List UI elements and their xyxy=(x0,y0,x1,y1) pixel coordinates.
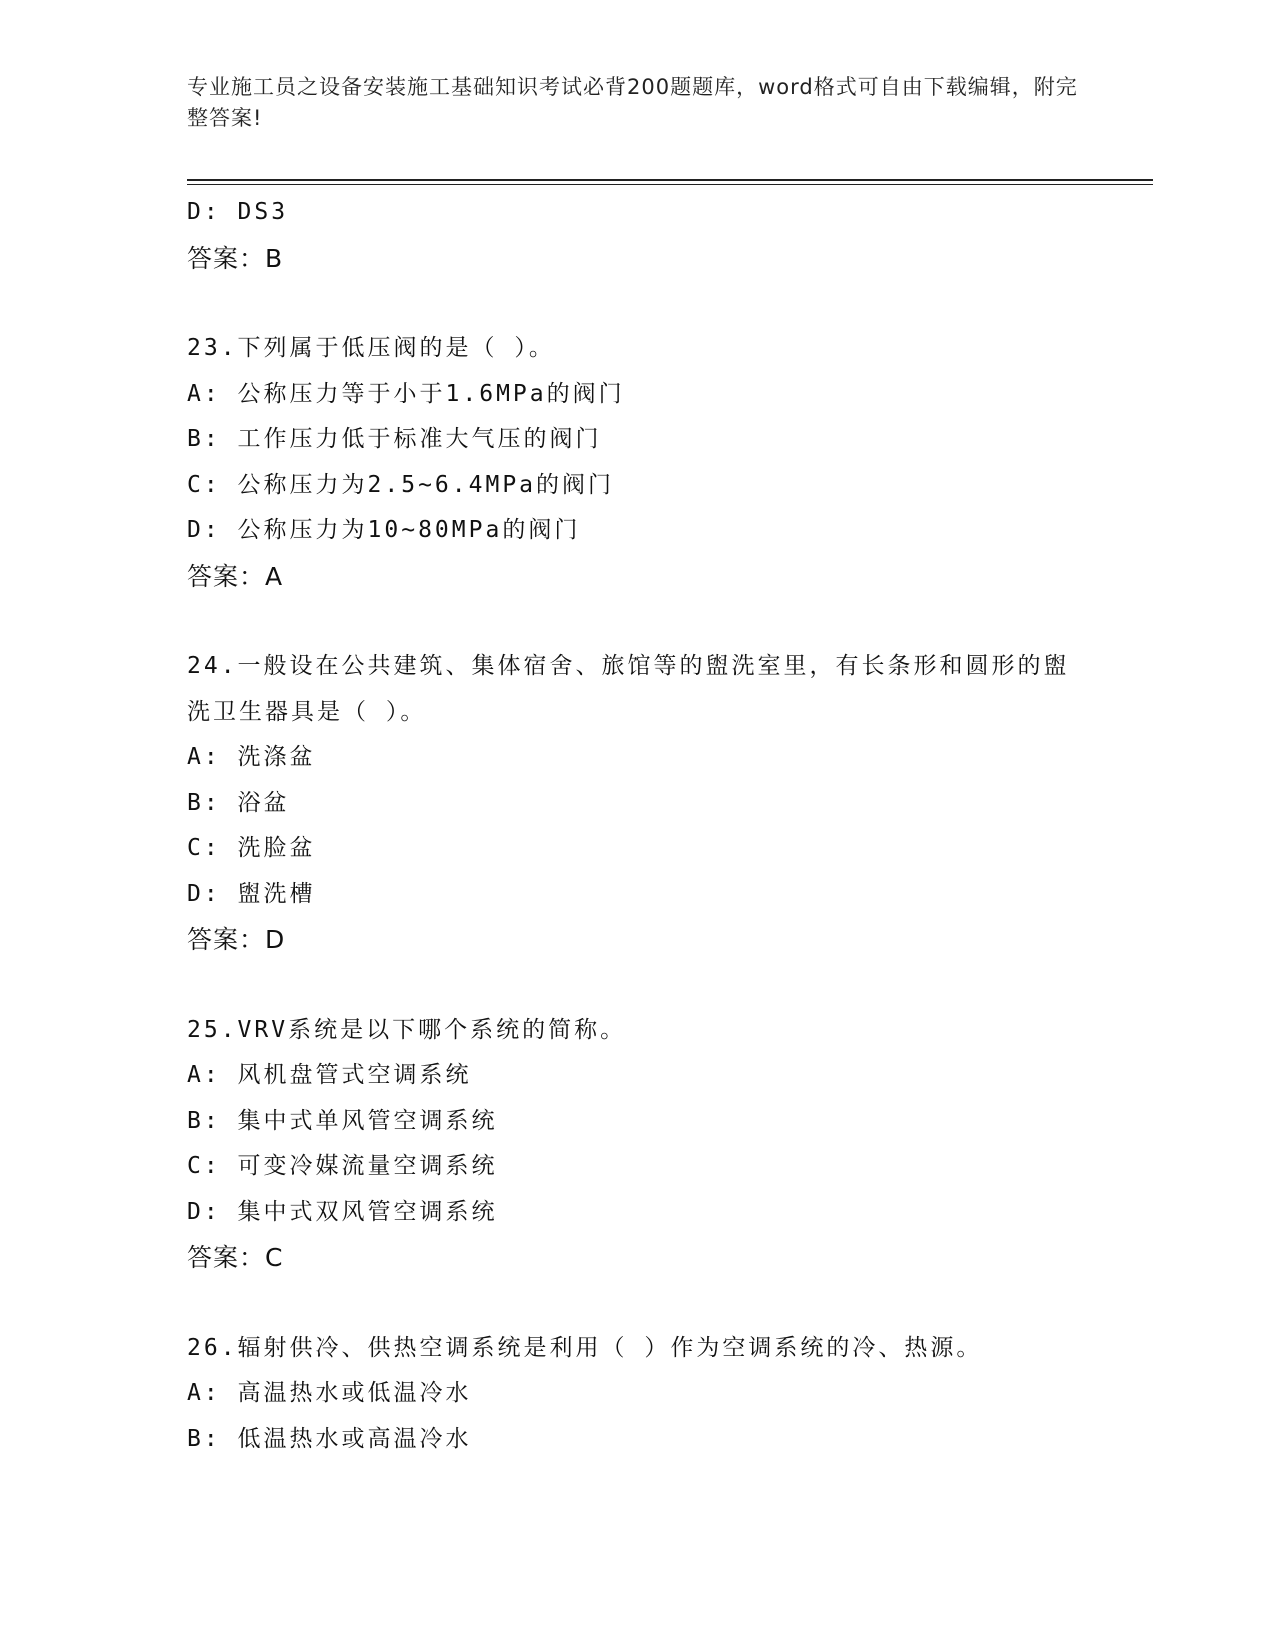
question-25 xyxy=(187,1008,1107,1281)
question-26 xyxy=(187,1326,1107,1463)
option-c: C: 公称压力为2.5~6.4MPa的阀门 xyxy=(187,471,615,498)
question-stem: 26.辐射供冷、供热空调系统是利用（ ）作为空调系统的冷、热源。 xyxy=(187,1334,983,1361)
question-list xyxy=(187,190,1107,1462)
spacer xyxy=(187,281,1107,326)
option-b: B: 工作压力低于标准大气压的阀门 xyxy=(187,426,602,452)
option-b: B: 集中式单风管空调系统 xyxy=(187,1107,498,1134)
answer: 答案：C xyxy=(187,1243,284,1272)
header-divider-thick xyxy=(187,179,1153,181)
question-stem: 23.下列属于低压阀的是（ ）。 xyxy=(187,335,555,361)
question-23 xyxy=(187,326,1107,599)
question-22-tail xyxy=(187,190,1107,281)
question-stem: 24.一般设在公共建筑、集体宿舍、旅馆等的盥洗室里，有长条形和圆形的盥洗卫生器具是（ ）。 xyxy=(187,653,1070,725)
option-b: B: 低温热水或高温冷水 xyxy=(187,1425,472,1452)
option-b: B: 浴盆 xyxy=(187,789,290,816)
answer: 答案：A xyxy=(187,561,284,591)
question-24 xyxy=(187,644,1107,963)
spacer xyxy=(187,963,1107,1008)
question-stem: 25.VRV系统是以下哪个系统的简称。 xyxy=(187,1016,627,1043)
document-header xyxy=(187,72,1087,134)
option-c: C: 可变冷媒流量空调系统 xyxy=(187,1153,498,1179)
header-title: 专业施工员之设备安装施工基础知识考试必背200题题库，word格式可自由下载编辑，附完整答案! xyxy=(187,75,1078,130)
answer: 答案：B xyxy=(187,243,284,273)
option-d: D: 集中式双风管空调系统 xyxy=(187,1198,498,1225)
spacer xyxy=(187,599,1107,644)
option-d: D: 公称压力为10~80MPa的阀门 xyxy=(187,517,581,543)
option-d: D: 盥洗槽 xyxy=(187,880,316,907)
option-a: A: 洗涤盆 xyxy=(187,744,316,770)
option-a: A: 高温热水或低温冷水 xyxy=(187,1380,472,1406)
option-d: D: DS3 xyxy=(187,199,289,225)
option-a: A: 公称压力等于小于1.6MPa的阀门 xyxy=(187,380,625,407)
option-c: C: 洗脸盆 xyxy=(187,835,316,861)
option-a: A: 风机盘管式空调系统 xyxy=(187,1062,472,1088)
answer: 答案：D xyxy=(187,925,286,954)
header-divider-thin xyxy=(187,184,1153,185)
spacer xyxy=(187,1281,1107,1326)
